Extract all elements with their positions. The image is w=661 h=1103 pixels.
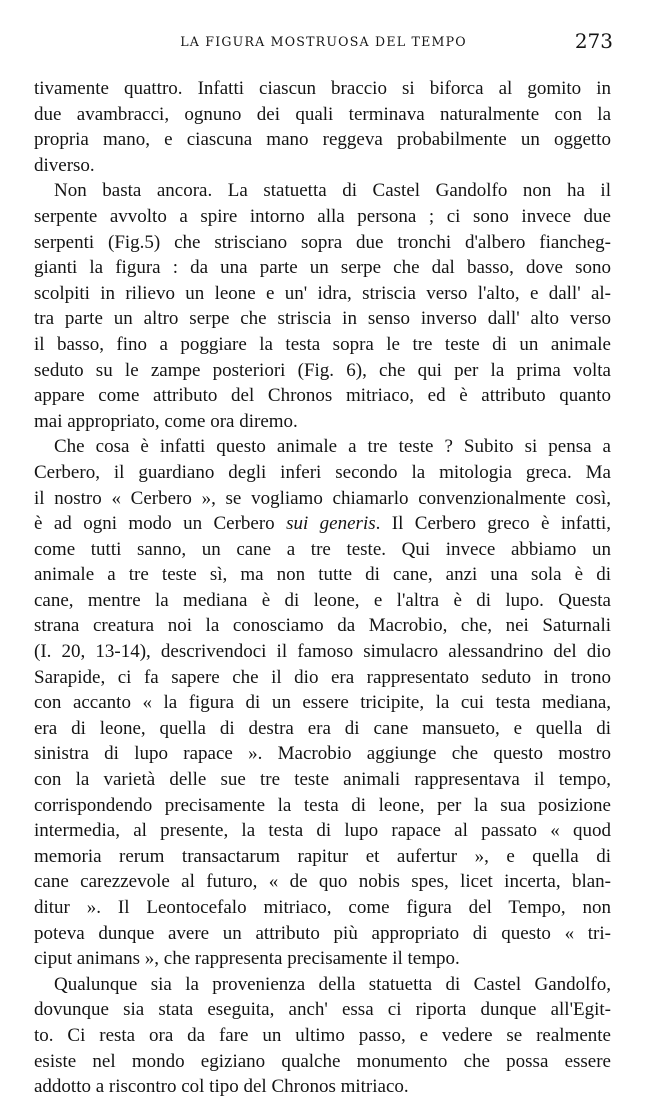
text-line: [34, 306, 611, 332]
paragraph: [34, 178, 611, 434]
text-line: [34, 409, 611, 435]
text-line: [34, 997, 611, 1023]
text-line: [34, 562, 611, 588]
text-line: [34, 230, 611, 256]
line-segment: è ad ogni modo un Cerbero: [34, 513, 287, 535]
line-segment: strana creatura noi la conosciamo da Macrobio, che, nei Saturnali: [34, 615, 611, 637]
text-line: [34, 460, 611, 486]
line-segment: ditur ». Il Leontocefalo mitriaco, come figura del Tempo, non: [34, 897, 611, 918]
line-segment: propria mano, e ciascuna mano reggeva probabilmente un oggetto: [34, 129, 611, 151]
line-segment: animale a tre teste sì, ma non tutte di cane, anzi una sola è di: [34, 564, 611, 586]
text-line: [34, 281, 611, 307]
text-line: [34, 255, 611, 281]
line-segment: mai appropriato, come ora diremo.: [34, 410, 298, 432]
text-line: [34, 332, 611, 358]
line-segment: con accanto « la figura di un essere tricipite, la cui testa mediana,: [34, 692, 611, 714]
line-segment: serpenti (Fig.5) che strisciano sopra due tronchi d'albero fiancheg-: [34, 231, 611, 253]
line-segment: esiste nel mondo egiziano qualche monumento che possa essere: [34, 1050, 611, 1072]
line-segment: appare come attributo del Chronos mitriaco, ed è attributo quanto: [34, 385, 611, 407]
text-line: [34, 1074, 611, 1100]
text-line: [34, 588, 611, 614]
line-segment: (I. 20, 13-14), descrivendoci il famoso simulacro alessandrino del dio: [34, 641, 611, 663]
line-segment: il nostro « Cerbero », se vogliamo chiamarlo convenzionalmente così,: [34, 487, 611, 509]
line-segment: corrispondendo precisamente la testa di leone, per la sua posizione: [34, 794, 611, 816]
text-line: [34, 639, 611, 665]
italic-phrase: sui generis: [286, 513, 376, 535]
running-title: LA FIGURA MOSTRUOSA DEL TEMPO: [180, 34, 467, 49]
line-segment: . Il Cerbero greco è infatti,: [375, 513, 611, 535]
line-segment: il basso, fino a poggiare la testa sopra le tre teste di un animale: [34, 333, 611, 355]
line-segment: addotto a riscontro col tipo del Chronos mitriaco.: [34, 1076, 409, 1098]
line-segment: ciput animans », che rappresenta precisamente il tempo.: [34, 948, 460, 970]
paragraph: [34, 76, 611, 178]
text-line: [34, 844, 611, 870]
line-segment: Non basta ancora. La statuetta di Castel Gandolfo non ha il: [54, 180, 611, 202]
line-segment: cane carezzevole al futuro, « de quo nobis spes, licet incerta, blan-: [34, 871, 611, 893]
line-segment: come tutti sanno, un cane a tre teste. Qui invece abbiamo un: [34, 538, 611, 560]
text-line: [34, 767, 611, 793]
paragraph: [34, 972, 611, 1100]
text-line: [34, 127, 611, 153]
page-number: 273: [574, 29, 613, 53]
text-line: [34, 358, 611, 384]
text-line: [34, 76, 611, 102]
line-segment: intermedia, al presente, la testa di lupo rapace al passato « quod: [34, 820, 611, 842]
text-line: [34, 716, 611, 742]
line-segment: tra parte un altro serpe che striscia in senso inverso dall' alto verso: [34, 308, 611, 330]
line-segment: diverso.: [34, 154, 95, 176]
line-segment: seduto su le zampe posteriori (Fig. 6), che qui per la prima volta: [34, 359, 611, 381]
text-line: [34, 972, 611, 998]
text-line: [34, 818, 611, 844]
text-line: [34, 383, 611, 409]
line-segment: gianti la figura : da una parte un serpe che dal basso, dove sono: [34, 257, 611, 279]
running-head: [34, 30, 613, 56]
text-line: [34, 204, 611, 230]
line-segment: Qualunque sia la provenienza della statuetta di Castel Gandolfo,: [54, 973, 611, 995]
line-segment: Cerbero, il guardiano degli inferi secondo la mitologia greca. Ma: [34, 461, 611, 483]
line-segment: con la varietà delle sue tre teste animali rappresentava il tempo,: [34, 769, 611, 791]
line-segment: poteva dunque avere un attributo più appropriato di questo « tri-: [34, 922, 611, 944]
line-segment: sinistra di lupo rapace ». Macrobio aggiunge che questo mostro: [34, 743, 611, 765]
text-line: [34, 434, 611, 460]
text-line: [34, 946, 611, 972]
text-line: [34, 178, 611, 204]
line-segment: due avambracci, ognuno dei quali terminava naturalmente con la: [34, 103, 611, 125]
line-segment: Che cosa è infatti questo animale a tre teste ? Subito si pensa a: [54, 436, 611, 458]
line-segment: serpente avvolto a spire intorno alla persona ; ci sono invece due: [34, 205, 611, 227]
line-segment: memoria rerum transactarum rapitur et aufertur », e quella di: [34, 845, 611, 867]
text-line: [34, 741, 611, 767]
line-segment: cane, mentre la mediana è di leone, e l'altra è di lupo. Questa: [34, 589, 611, 611]
text-line: [34, 511, 611, 537]
text-line: [34, 1023, 611, 1049]
text-line: [34, 869, 611, 895]
line-segment: era di leone, quella di destra era di cane mansueto, e quella di: [34, 717, 611, 739]
line-segment: dovunque sia stata eseguita, anch' essa ci riporta dunque all'Egit-: [34, 999, 611, 1021]
text-line: [34, 895, 611, 921]
text-line: [34, 793, 611, 819]
text-line: [34, 102, 611, 128]
text-line: [34, 1049, 611, 1075]
text-line: [34, 537, 611, 563]
paragraph: [34, 434, 611, 971]
text-line: [34, 665, 611, 691]
line-segment: to. Ci resta ora da fare un ultimo passo, e vedere se realmente: [34, 1024, 611, 1046]
body-text: [34, 76, 611, 1100]
line-segment: tivamente quattro. Infatti ciascun braccio si biforca al gomito in: [34, 78, 611, 99]
text-line: [34, 613, 611, 639]
text-line: [34, 921, 611, 947]
text-line: [34, 690, 611, 716]
text-line: [34, 486, 611, 512]
line-segment: scolpiti in rilievo un leone e un' idra, striscia verso l'alto, e dall' al-: [34, 282, 611, 304]
line-segment: Sarapide, ci fa sapere che il dio era rappresentato seduto in trono: [34, 666, 611, 688]
text-line: [34, 153, 611, 179]
